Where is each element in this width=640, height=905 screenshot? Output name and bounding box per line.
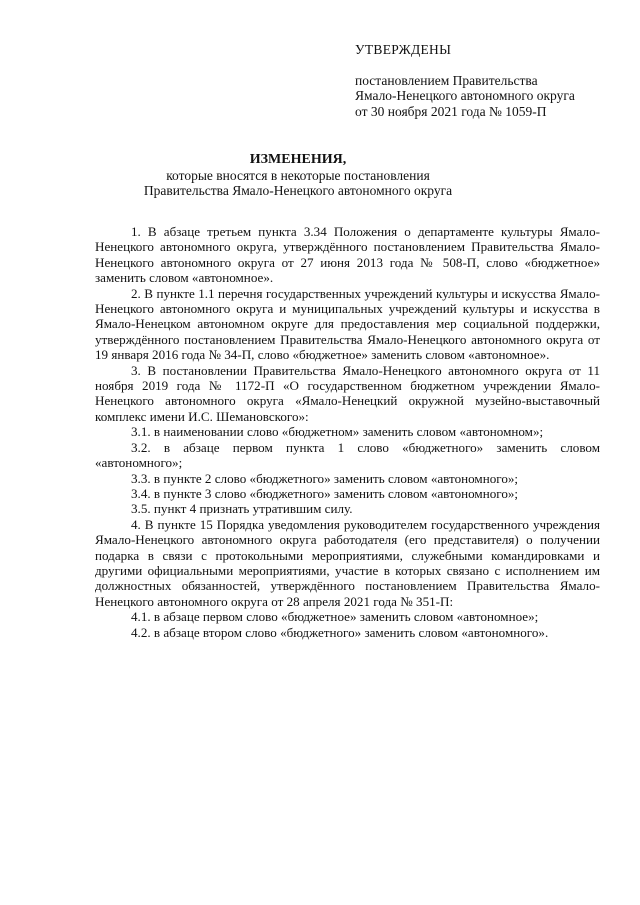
document-subtitle-line: которые вносятся в некоторые постановления (166, 167, 430, 183)
paragraph-item-3-5: 3.5. пункт 4 признать утратившим силу. (131, 501, 353, 517)
paragraph-item-3: 3. В постановлении Правительства Ямало-Ненецкого автономного округа от 11 ноября 2019 года № 1172-П «О государственном бюджетном учреждении Ямало-Ненецкого автономного округа «Ямало-Ненецкий окружной музейно-выставочный комплекс имени И.С. Шемановского»: (95, 362, 600, 424)
approval-line: от 30 ноября 2021 года № 1059-П (355, 103, 547, 119)
paragraph-item-3-2: 3.2. в абзаце первом пункта 1 слово «бюджетного» заменить словом «автономного»; (95, 439, 600, 471)
paragraph-item-2: 2. В пункте 1.1 перечня государственных учреждений культуры и искусства Ямало-Ненецкого автономного округа и муниципальных учреждений культуры и искусства в Ямало-Ненецком автономном округе для предоставления мер социальной поддержки, утверждённого постановлением Правительства Ямало-Ненецкого автономного округа от 19 января 2016 года № 34-П, слово «бюджетное» заменить словом «автономное». (95, 285, 600, 363)
paragraph-item-1: 1. В абзаце третьем пункта 3.34 Положения о департаменте культуры Ямало-Ненецкого автономного округа, утверждённого постановлением Правительства Ямало-Ненецкого автономного округа от 27 июня 2013 года № 508-П, слово «бюджетное» заменить словом «автономное». (95, 224, 600, 286)
document-title-block (96, 152, 500, 199)
paragraph-item-3-3: 3.3. в пункте 2 слово «бюджетного» заменить словом «автономного»; (131, 470, 519, 486)
document-body (95, 224, 600, 640)
approval-line: Ямало-Ненецкого автономного округа (355, 88, 575, 103)
paragraph-item-3-4: 3.4. в пункте 3 слово «бюджетного» заменить словом «автономного»; (131, 485, 519, 501)
approval-stamp (355, 42, 615, 119)
document-title: ИЗМЕНЕНИЯ, (249, 152, 347, 167)
approval-line: постановлением Правительства (355, 72, 538, 88)
paragraph-item-3-1: 3.1. в наименовании слово «бюджетном» заменить словом «автономном»; (131, 424, 544, 440)
document-subtitle-line: Правительства Ямало-Ненецкого автономного округа (143, 183, 453, 198)
paragraph-item-4-1: 4.1. в абзаце первом слово «бюджетное» заменить словом «автономное»; (131, 609, 539, 625)
paragraph-item-4-2: 4.2. в абзаце втором слово «бюджетного» заменить словом «автономного». (131, 624, 549, 640)
paragraph-item-4: 4. В пункте 15 Порядка уведомления руководителем государственного учреждения Ямало-Ненецкого автономного округа работодателя (его представителя) о получении подарка в связи с протокольными мероприятиями, служебными командировками и другими официальными мероприятиями, участие в которых связано с исполнением им должностных обязанностей, утверждённого постановлением Правительства Ямало-Ненецкого автономного округа от 28 апреля 2021 года № 351-П: (95, 516, 600, 609)
approval-heading: УТВЕРЖДЕНЫ (355, 42, 452, 57)
